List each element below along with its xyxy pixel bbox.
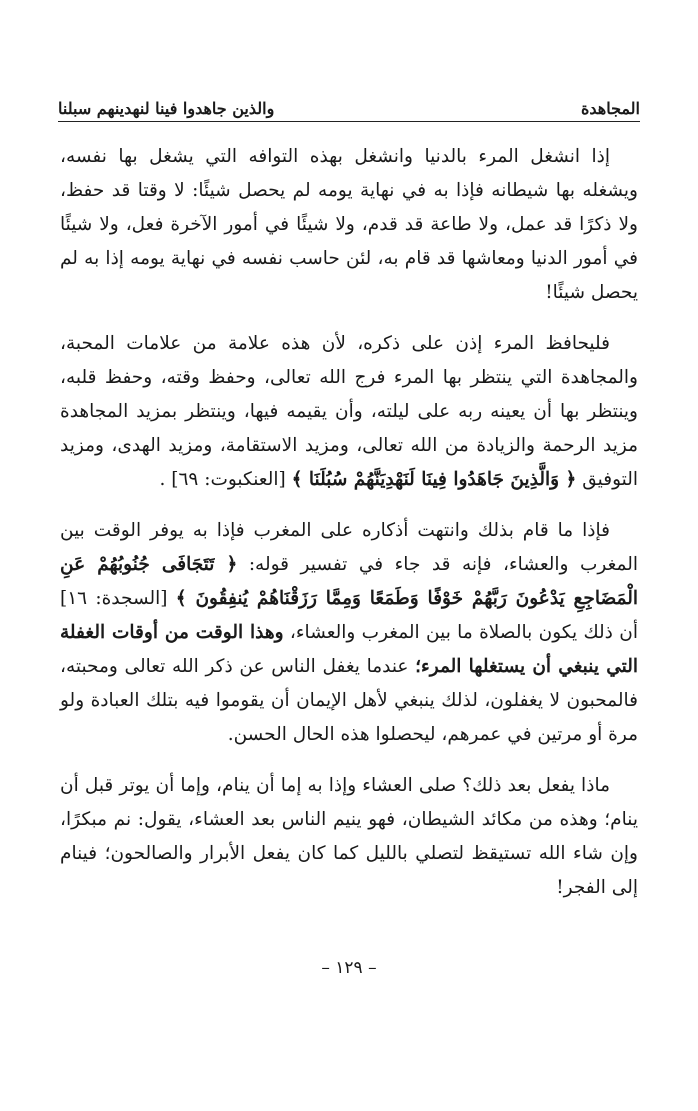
quran-verse: ﴿ وَالَّذِينَ جَاهَدُوا فِينَا لَنَهْدِيَنَّهُمْ سُبُلَنَا ﴾	[291, 469, 577, 490]
running-title: والذين جاهدوا فينا لنهدينهم سبلنا	[58, 99, 275, 118]
paragraph-text: [السجدة: ١٦] أن ذلك يكون بالصلاة ما بين المغرب والعشاء،	[60, 588, 638, 643]
paragraph-2	[60, 327, 638, 497]
emphasized-text: وهذا الوقت من أوقات الغفلة التي ينبغي أن يستغلها المرء؛	[60, 622, 638, 677]
paragraph-text: عندما يغفل الناس عن ذكر الله تعالى ومحبته، فالمحبون لا يغفلون، لذلك ينبغي لأهل الإيمان أن يقوموا فيه بتلك العبادة ولو مرة أو مرتين في عمرهم، ليحصلوا هذه الحال الحسن.	[60, 656, 638, 745]
paragraph-1	[60, 140, 638, 310]
paragraph-3	[60, 514, 638, 752]
header-divider	[58, 121, 640, 122]
verse-reference: [العنكبوت: ٦٩] .	[159, 469, 286, 490]
section-title: المجاهدة	[581, 99, 640, 118]
page-number: – ١٢٩ –	[321, 958, 377, 978]
paragraph-text: فليحافظ المرء إذن على ذكره، لأن هذه علامة من علامات المحبة، والمجاهدة التي ينتظر بها المرء فرج الله تعالى، وحفظ وقته، وحفظ قلبه، وينتظر بها أن يعينه ربه على ليلته، وأن يقيمه فيها، وينتظر بمزيد المجاهدة مزيد الرحمة والزيادة من الله تعالى، ومزيد الاستقامة، ومزيد الهدى، ومزيد التوفيق	[60, 333, 638, 490]
paragraph-4	[60, 769, 638, 905]
paragraph-text: ماذا يفعل بعد ذلك؟ صلى العشاء وإذا به إما أن ينام، وإما أن يوتر قبل أن ينام؛ وهذه من مكائد الشيطان، فهو ينيم الناس بعد العشاء، يقول: نم مبكرًا، وإن شاء الله تستيقظ لتصلي بالليل كما كان يفعل الأبرار والصالحون؛ فينام إلى الفجر!	[60, 775, 638, 898]
page-header	[58, 88, 640, 118]
paragraph-text: فإذا ما قام بذلك وانتهت أذكاره على المغرب فإذا به يوفر الوقت بين المغرب والعشاء، فإنه قد جاء في تفسير قوله:	[60, 520, 638, 575]
page-body	[60, 140, 638, 922]
paragraph-text: إذا انشغل المرء بالدنيا وانشغل بهذه التوافه التي يشغل بها نفسه، ويشغله بها شيطانه فإذا به في نهاية يومه لم يحصل شيئًا: لا وقتا قد حفظ، ولا ذكرًا قد عمل، ولا طاعة قد قدم، ولا شيئًا في أمور الآخرة فعل، ولا شيئًا في أمور الدنيا ومعاشها قد قام به، لئن حاسب نفسه في نهاية يومه إذا به لم يحصل شيئًا!	[60, 146, 638, 303]
quran-verse: ﴿ تَتَجَافَى جُنُوبُهُمْ عَنِ الْمَضَاجِعِ يَدْعُونَ رَبَّهُمْ خَوْفًا وَطَمَعًا وَمِمَّا رَزَقْنَاهُمْ يُنفِقُونَ ﴾	[60, 554, 638, 609]
